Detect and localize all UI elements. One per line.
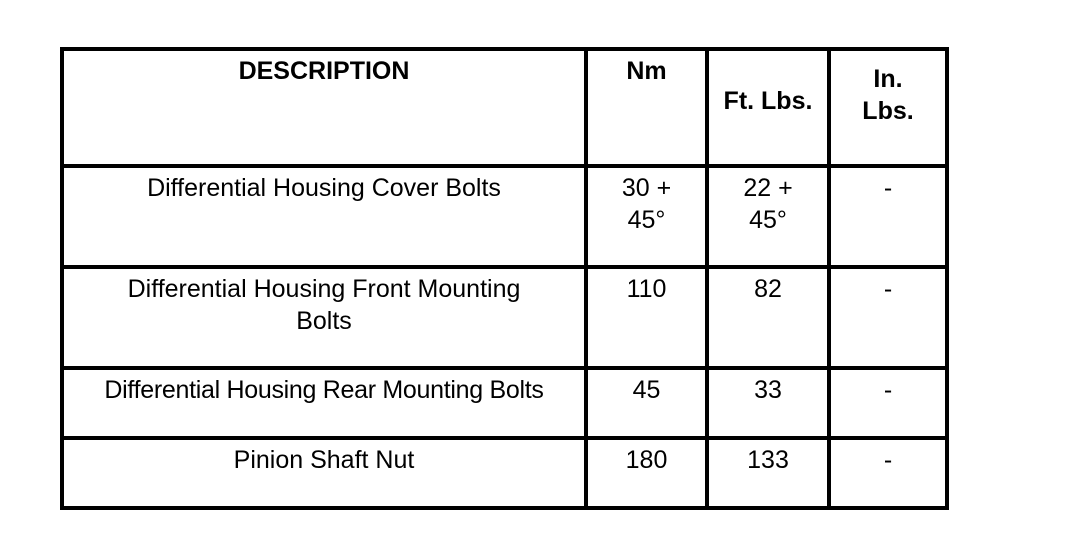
- cell-ft-lbs: 33: [707, 368, 829, 438]
- cell-description-line1: Differential Housing Front Mounting: [127, 275, 521, 303]
- table-header-row: [62, 49, 947, 166]
- cell-ft-lbs: 82: [707, 267, 829, 368]
- cell-nm: [586, 166, 707, 267]
- cell-in-lbs: -: [829, 267, 947, 368]
- cell-description: [62, 267, 586, 368]
- cell-ft-lbs-line2: 45°: [749, 206, 787, 234]
- cell-nm-line1: 30 +: [621, 174, 672, 202]
- torque-spec-table: [60, 47, 949, 510]
- cell-ft-lbs-line1: 22 +: [743, 174, 793, 202]
- cell-ft-lbs: [707, 166, 829, 267]
- cell-nm: 110: [586, 267, 707, 368]
- header-nm: Nm: [586, 49, 707, 166]
- cell-in-lbs: -: [829, 438, 947, 508]
- cell-nm-line2: 45°: [627, 206, 666, 234]
- header-in-lbs: [829, 49, 947, 166]
- header-in-lbs-line2: Lbs.: [862, 97, 914, 125]
- table-row: [62, 438, 947, 508]
- cell-nm: 180: [586, 438, 707, 508]
- header-in-lbs-line1: In.: [873, 65, 903, 93]
- table-row: [62, 267, 947, 368]
- table-row: [62, 368, 947, 438]
- header-description: DESCRIPTION: [62, 49, 586, 166]
- header-ft-lbs: Ft. Lbs.: [707, 49, 829, 166]
- cell-description: Pinion Shaft Nut: [62, 438, 586, 508]
- cell-in-lbs: -: [829, 166, 947, 267]
- cell-description: Differential Housing Rear Mounting Bolts: [62, 368, 586, 438]
- cell-in-lbs: -: [829, 368, 947, 438]
- table-row: [62, 166, 947, 267]
- cell-ft-lbs: 133: [707, 438, 829, 508]
- cell-nm: 45: [586, 368, 707, 438]
- cell-description: Differential Housing Cover Bolts: [62, 166, 586, 267]
- cell-description-line2: Bolts: [296, 307, 352, 335]
